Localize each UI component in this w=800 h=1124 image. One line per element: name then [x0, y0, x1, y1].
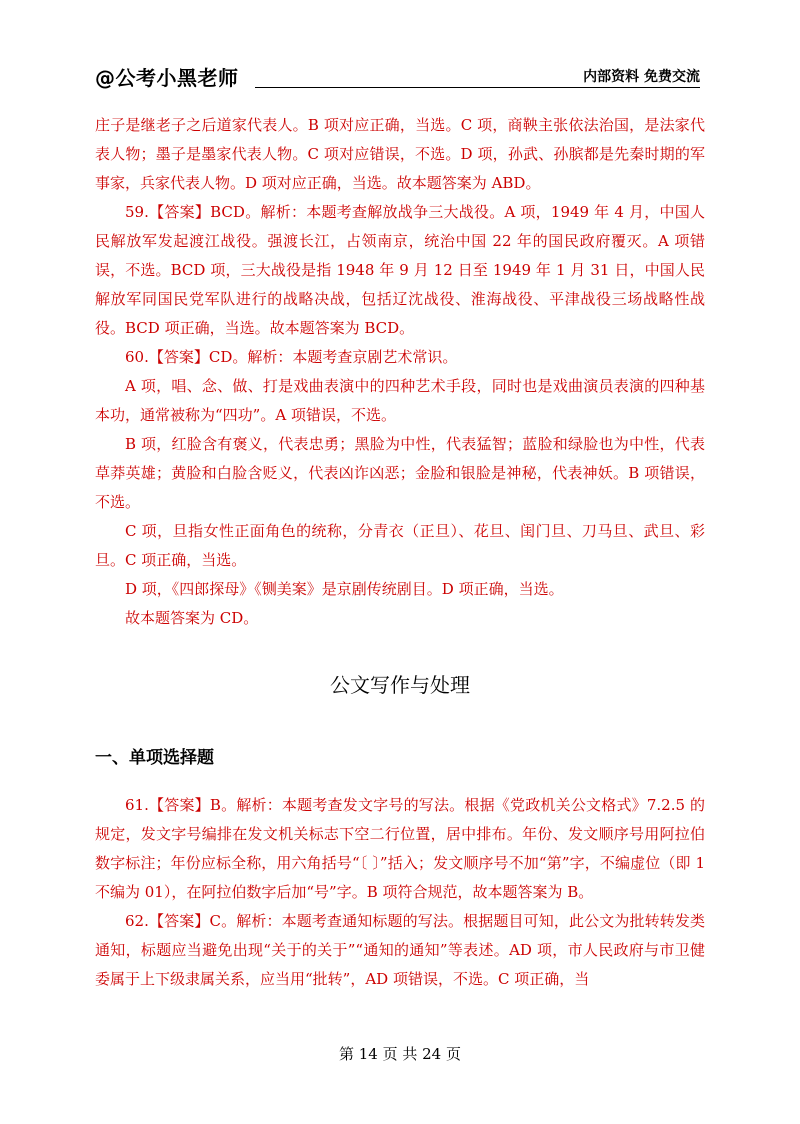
- answer-62: 62.【答案】C。解析：本题考查通知标题的写法。根据题目可知，此公文为批转转发类通知，标题应当避免出现“关于的关于”“通知的通知”等表述。AD 项，市人民政府与市卫健委属于上下级隶属关系，应当用“批转”，AD 项错误，不选。C 项正确，当: [95, 912, 705, 988]
- header-rule: [255, 87, 700, 88]
- section-title: 公文写作与处理: [330, 673, 470, 697]
- subsection-title: 一、单项选择题: [95, 748, 214, 768]
- answer-60-option-c: C 项，旦指女性正面角色的统称，分青衣（正旦）、花旦、闺门旦、刀马旦、武旦、彩旦。C 项正确，当选。: [95, 522, 705, 569]
- answer-59: 59.【答案】BCD。解析：本题考查解放战争三大战役。A 项，1949 年 4 月，中国人民解放军发起渡江战役。强渡长江，占领南京，统治中国 22 年的国民政府覆灭。A 项错误，不选。BCD 项，三大战役是指 1948 年 9 月 12 日至 1949 年 1 月 31 日，中国人民解放军同国民党军队进行的战略决战，包括辽沈战役、淮海战役、平津战役三场战略性战役。BCD 项正确，当选。故本题答案为 BCD。: [95, 203, 705, 337]
- header-note: 内部资料 免费交流: [583, 69, 700, 85]
- answer-60-option-d: D 项，《四郎探母》《铡美案》是京剧传统剧目。D 项正确，当选。: [125, 580, 564, 598]
- answer-61: 61.【答案】B。解析：本题考查发文字号的写法。根据《党政机关公文格式》7.2.5 的规定，发文字号编排在发文机关标志下空二行位置，居中排布。年份、发文顺序号用阿拉伯数字标注；年份应标全称，用六角括号“〔 〕”括入；发文顺序号不加“第”字，不编虚位（即 1 不编为 01），在阿拉伯数字后加“号”字。B 项符合规范，故本题答案为 B。: [95, 796, 705, 901]
- answer-60: 60.【答案】CD。解析：本题考查京剧艺术常识。: [125, 348, 458, 366]
- answer-60-conclusion: 故本题答案为 CD。: [125, 609, 259, 627]
- page-footer: 第 14 页 共 24 页: [338, 1045, 461, 1063]
- page-content: [95, 111, 705, 994]
- answer-60-option-a: A 项，唱、念、做、打是戏曲表演中的四种艺术手段，同时也是戏曲演员表演的四种基本功，通常被称为“四功”。A 项错误，不选。: [95, 377, 705, 424]
- answer-60-option-b: B 项，红脸含有褒义，代表忠勇；黑脸为中性，代表猛智；蓝脸和绿脸也为中性，代表草莽英雄；黄脸和白脸含贬义，代表凶诈凶恶；金脸和银脸是神秘，代表神妖。B 项错误，不选。: [95, 435, 705, 511]
- paragraph-continuation: 庄子是继老子之后道家代表人。B 项对应正确，当选。C 项，商鞅主张依法治国，是法家代表人物；墨子是墨家代表人物。C 项对应错误，不选。D 项，孙武、孙膑都是先秦时期的军事家，兵家代表人物。D 项对应正确，当选。故本题答案为 ABD。: [95, 116, 705, 192]
- page-header: [95, 62, 700, 92]
- header-brand: @公考小黑老师: [95, 66, 239, 90]
